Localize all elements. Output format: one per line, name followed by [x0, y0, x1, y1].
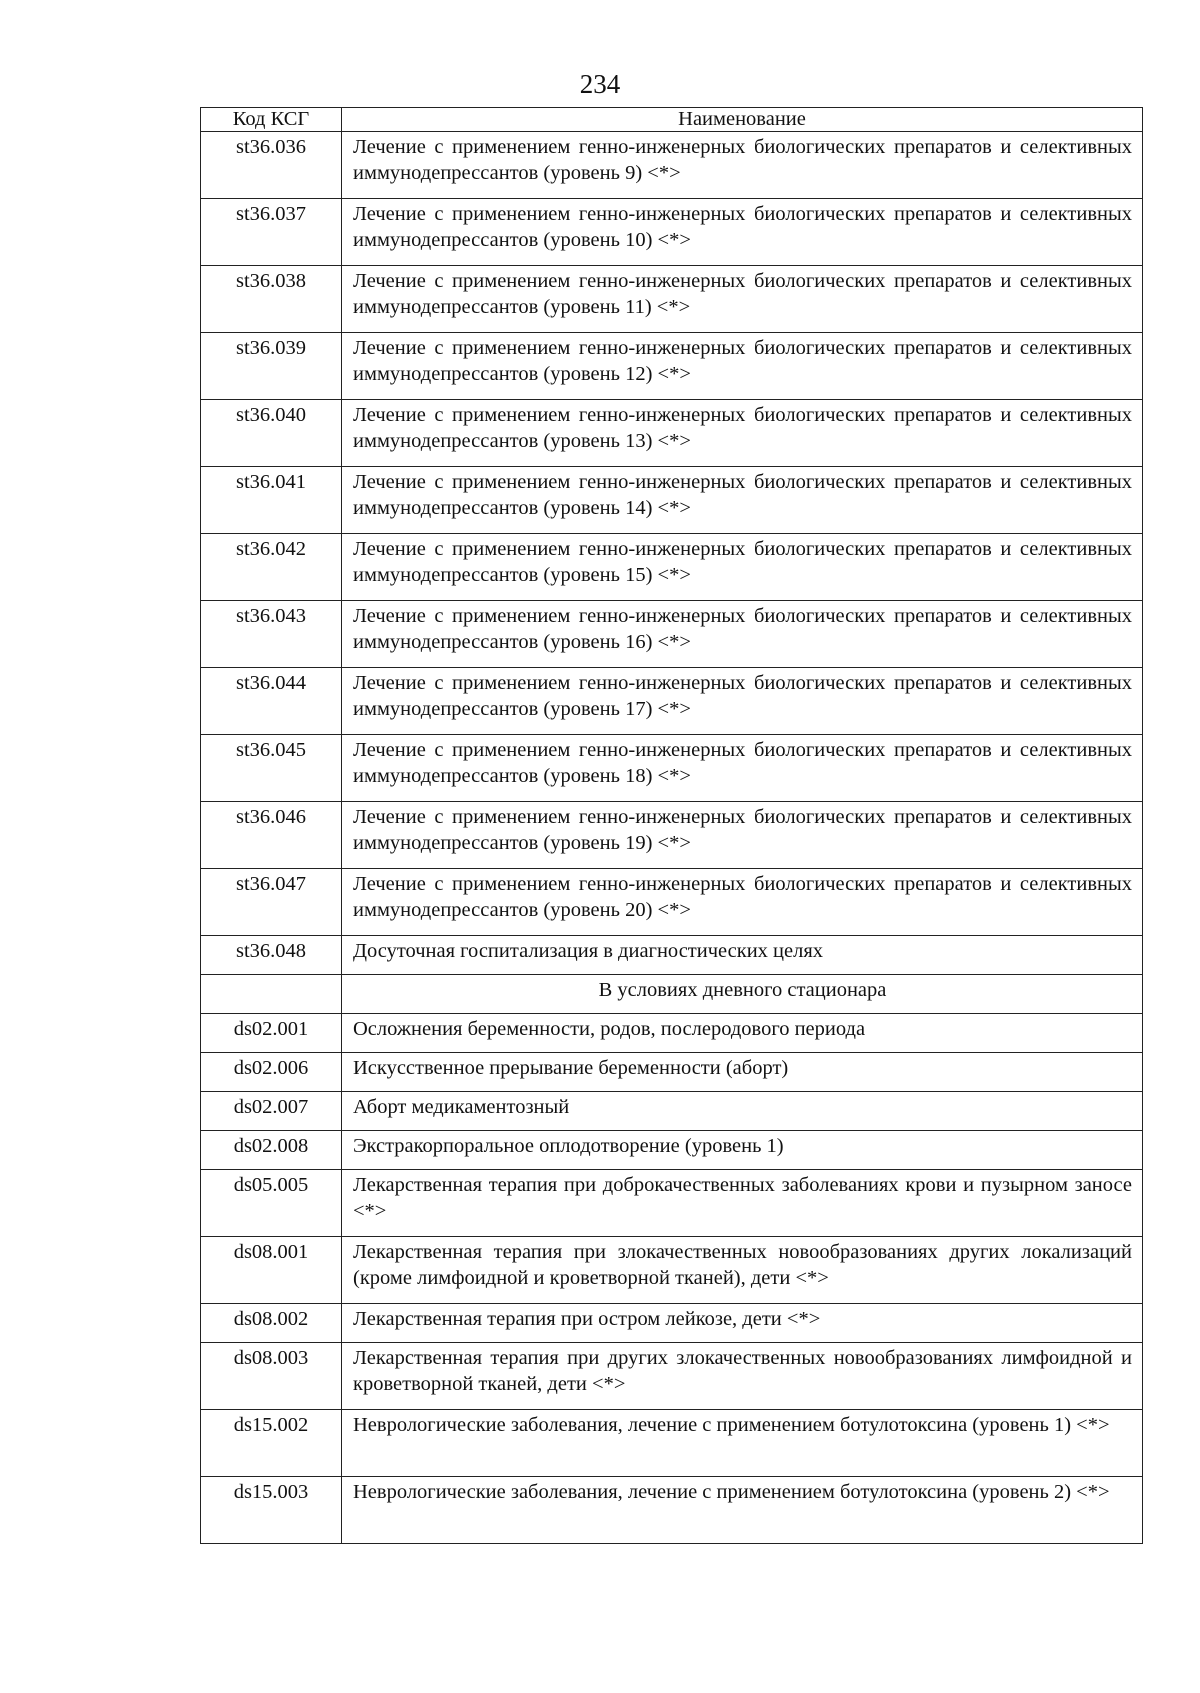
- ksg-code: [201, 975, 342, 1014]
- ksg-code: st36.037: [201, 199, 342, 266]
- page-number: 234: [579, 69, 621, 99]
- ksg-code: ds08.003: [201, 1343, 342, 1410]
- table-row: [201, 1170, 1143, 1237]
- ksg-code: st36.044: [201, 668, 342, 735]
- table-row: [201, 534, 1143, 601]
- ksg-code: ds02.007: [201, 1092, 342, 1131]
- column-header-name: Наименование: [342, 108, 1143, 132]
- ksg-code: ds02.006: [201, 1053, 342, 1092]
- table-row: [201, 1131, 1143, 1170]
- ksg-name: Аборт медикаментозный: [342, 1092, 1143, 1131]
- table-row: [201, 199, 1143, 266]
- ksg-code: ds02.008: [201, 1131, 342, 1170]
- ksg-name: Лечение с применением генно-инженерных биологических препаратов и селективных иммунодепрессантов (уровень 14) <*>: [342, 467, 1143, 534]
- ksg-code: st36.038: [201, 266, 342, 333]
- table-row: [201, 1014, 1143, 1053]
- table-row: [201, 936, 1143, 975]
- ksg-name: Лечение с применением генно-инженерных биологических препаратов и селективных иммунодепрессантов (уровень 12) <*>: [342, 333, 1143, 400]
- ksg-code: st36.042: [201, 534, 342, 601]
- section-row: [201, 975, 1143, 1014]
- table-row: [201, 735, 1143, 802]
- ksg-name: Лечение с применением генно-инженерных биологических препаратов и селективных иммунодепрессантов (уровень 9) <*>: [342, 132, 1143, 199]
- ksg-table: [200, 107, 1143, 1544]
- ksg-name: Неврологические заболевания, лечение с применением ботулотоксина (уровень 2) <*>: [342, 1477, 1143, 1544]
- ksg-code: st36.040: [201, 400, 342, 467]
- ksg-code: st36.048: [201, 936, 342, 975]
- ksg-code: ds08.001: [201, 1237, 342, 1304]
- table-row: [201, 266, 1143, 333]
- ksg-name: Лечение с применением генно-инженерных биологических препаратов и селективных иммунодепрессантов (уровень 16) <*>: [342, 601, 1143, 668]
- table-row: [201, 802, 1143, 869]
- table-row: [201, 400, 1143, 467]
- table-row: [201, 869, 1143, 936]
- ksg-name: Досуточная госпитализация в диагностических целях: [342, 936, 1143, 975]
- table-header-row: [201, 108, 1143, 132]
- ksg-code: st36.043: [201, 601, 342, 668]
- ksg-code: st36.036: [201, 132, 342, 199]
- ksg-name: Лечение с применением генно-инженерных биологических препаратов и селективных иммунодепрессантов (уровень 13) <*>: [342, 400, 1143, 467]
- table-row: [201, 1343, 1143, 1410]
- ksg-code: ds08.002: [201, 1304, 342, 1343]
- ksg-name: Лекарственная терапия при других злокачественных новообразованиях лимфоидной и кроветворной тканей, дети <*>: [342, 1343, 1143, 1410]
- ksg-name: Лечение с применением генно-инженерных биологических препаратов и селективных иммунодепрессантов (уровень 15) <*>: [342, 534, 1143, 601]
- ksg-name: Лечение с применением генно-инженерных биологических препаратов и селективных иммунодепрессантов (уровень 20) <*>: [342, 869, 1143, 936]
- ksg-name: Лечение с применением генно-инженерных биологических препаратов и селективных иммунодепрессантов (уровень 17) <*>: [342, 668, 1143, 735]
- ksg-name: Лекарственная терапия при остром лейкозе, дети <*>: [342, 1304, 1143, 1343]
- ksg-name: Экстракорпоральное оплодотворение (уровень 1): [342, 1131, 1143, 1170]
- ksg-code: st36.047: [201, 869, 342, 936]
- ksg-name: Лечение с применением генно-инженерных биологических препаратов и селективных иммунодепрессантов (уровень 11) <*>: [342, 266, 1143, 333]
- table-row: [201, 1053, 1143, 1092]
- ksg-code: st36.046: [201, 802, 342, 869]
- table-row: [201, 1237, 1143, 1304]
- ksg-name: Лекарственная терапия при злокачественных новообразованиях других локализаций (кроме лимфоидной и кроветворной тканей), дети <*>: [342, 1237, 1143, 1304]
- ksg-code: ds15.002: [201, 1410, 342, 1477]
- ksg-name: Искусственное прерывание беременности (аборт): [342, 1053, 1143, 1092]
- ksg-name: Лечение с применением генно-инженерных биологических препаратов и селективных иммунодепрессантов (уровень 18) <*>: [342, 735, 1143, 802]
- table-row: [201, 1410, 1143, 1477]
- table-row: [201, 1092, 1143, 1131]
- table-row: [201, 668, 1143, 735]
- table-row: [201, 1304, 1143, 1343]
- ksg-name: Осложнения беременности, родов, послеродового периода: [342, 1014, 1143, 1053]
- ksg-code: st36.041: [201, 467, 342, 534]
- ksg-name: Лечение с применением генно-инженерных биологических препаратов и селективных иммунодепрессантов (уровень 19) <*>: [342, 802, 1143, 869]
- section-title: В условиях дневного стационара: [342, 975, 1143, 1014]
- ksg-code: st36.039: [201, 333, 342, 400]
- table-row: [201, 467, 1143, 534]
- column-header-code: Код КСГ: [201, 108, 342, 132]
- ksg-name: Лечение с применением генно-инженерных биологических препаратов и селективных иммунодепрессантов (уровень 10) <*>: [342, 199, 1143, 266]
- ksg-code: ds15.003: [201, 1477, 342, 1544]
- ksg-name: Неврологические заболевания, лечение с применением ботулотоксина (уровень 1) <*>: [342, 1410, 1143, 1477]
- table-row: [201, 601, 1143, 668]
- ksg-code: ds05.005: [201, 1170, 342, 1237]
- table-row: [201, 333, 1143, 400]
- ksg-code: st36.045: [201, 735, 342, 802]
- table-row: [201, 1477, 1143, 1544]
- ksg-name: Лекарственная терапия при доброкачественных заболеваниях крови и пузырном заносе <*>: [342, 1170, 1143, 1237]
- ksg-code: ds02.001: [201, 1014, 342, 1053]
- table-row: [201, 132, 1143, 199]
